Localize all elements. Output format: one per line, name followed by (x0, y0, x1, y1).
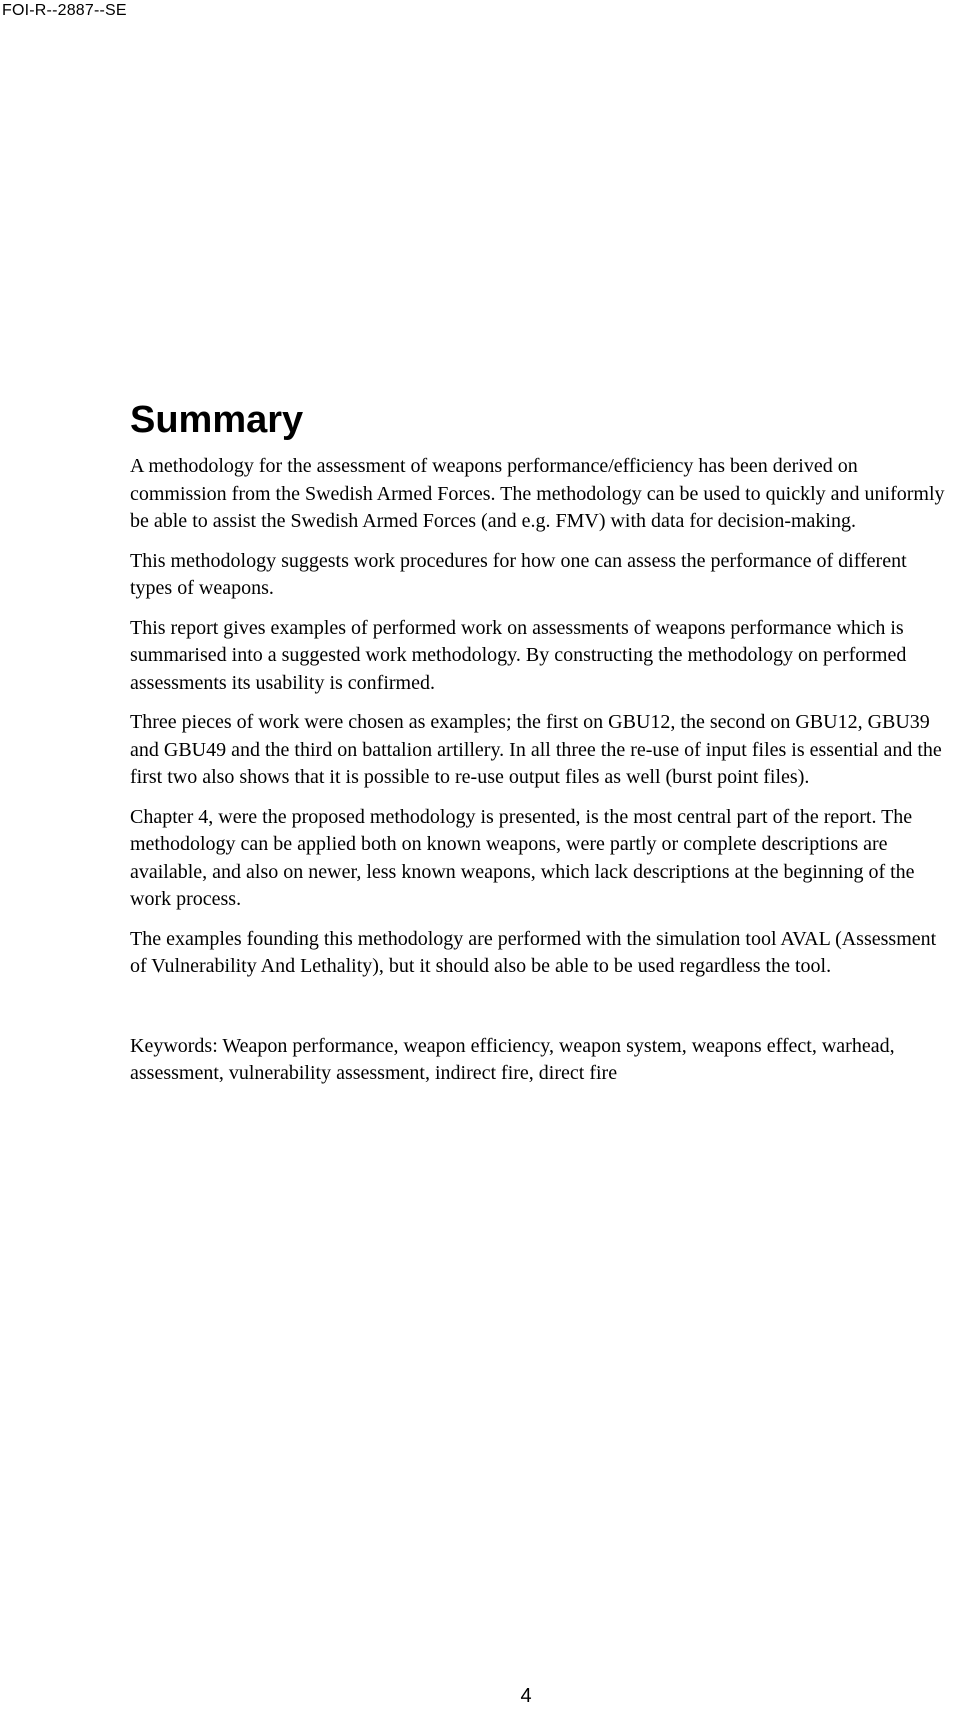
summary-paragraph-1: A methodology for the assessment of weapons performance/efficiency has been derived on commission from the Swedish Armed Forces. The methodology can be used to quickly and uniformly be able to assist the Swedish Armed Forces (and e.g. FMV) with data for decision-making. (130, 455, 945, 532)
keywords: Keywords: Weapon performance, weapon efficiency, weapon system, weapons effect, warhead, assessment, vulnerability assessment, indirect fire, direct fire (130, 1034, 895, 1084)
summary-paragraph-5: Chapter 4, were the proposed methodology is presented, is the most central part of the report. The methodology can be applied both on known weapons, were partly or complete descriptions are available, and also on newer, less known weapons, which lack descriptions at the beginning of the work process. (130, 805, 915, 910)
summary-section (130, 397, 950, 1108)
page-title: Summary (130, 399, 304, 441)
summary-paragraph-4: Three pieces of work were chosen as examples; the first on GBU12, the second on GBU12, GBU39 and GBU49 and the third on battalion artillery. In all three the re-use of input files is essential and the first two also shows that it is possible to re-use output files as well (burst point files). (130, 711, 942, 788)
summary-paragraph-2: This methodology suggests work procedures for how one can assess the performance of different types of weapons. (130, 549, 907, 599)
summary-paragraph-6: The examples founding this methodology are performed with the simulation tool AVAL (Assessment of Vulnerability And Lethality), but it should also be able to be used regardless the tool. (130, 927, 937, 977)
page-number: 4 (520, 1685, 532, 1707)
report-id: FOI-R--2887--SE (2, 2, 127, 19)
summary-paragraph-3: This report gives examples of performed work on assessments of weapons performance which is summarised into a suggested work methodology. By constructing the methodology on performed assessments its usability is confirmed. (130, 616, 907, 694)
